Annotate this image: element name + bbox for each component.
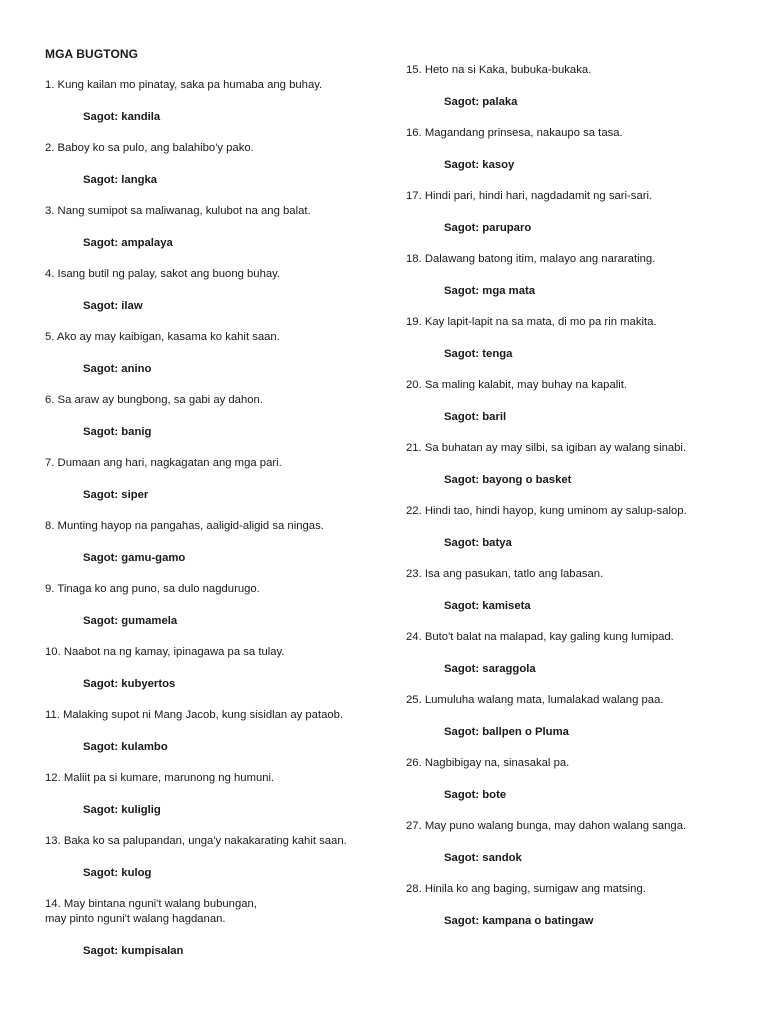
riddle-answer: Sagot: banig — [83, 426, 152, 438]
riddle-item-11 — [45, 708, 390, 755]
riddle-answer: Sagot: saraggola — [444, 663, 536, 675]
riddle-answer: Sagot: ilaw — [83, 300, 143, 312]
riddle-answer: Sagot: kuliglig — [83, 804, 161, 816]
riddle-question: 11. Malaking supot ni Mang Jacob, kung sisidlan ay pataob. — [45, 709, 344, 721]
riddle-answer: Sagot: kumpisalan — [83, 945, 184, 957]
riddle-item-6 — [45, 393, 390, 440]
riddle-answer: Sagot: gamu-gamo — [83, 552, 186, 564]
riddle-question: 10. Naabot na ng kamay, ipinagawa pa sa tulay. — [45, 646, 285, 658]
riddle-item-13 — [45, 834, 390, 881]
riddle-answer: Sagot: bote — [444, 789, 507, 801]
riddle-question: 13. Baka ko sa palupandan, unga'y nakakarating kahit saan. — [45, 835, 347, 847]
riddle-answer: Sagot: baril — [444, 411, 507, 423]
riddle-answer: Sagot: gumamela — [83, 615, 178, 627]
riddle-item-22 — [406, 504, 751, 551]
riddle-item-21 — [406, 441, 751, 488]
riddle-answer: Sagot: palaka — [444, 96, 518, 108]
riddle-item-9 — [45, 582, 390, 629]
riddle-item-17 — [406, 189, 751, 236]
riddle-question: 23. Isa ang pasukan, tatlo ang labasan. — [406, 568, 604, 580]
riddle-answer: Sagot: ampalaya — [83, 237, 173, 249]
riddle-item-25 — [406, 693, 751, 740]
riddle-item-27 — [406, 819, 751, 866]
riddle-question: 26. Nagbibigay na, sinasakal pa. — [406, 757, 570, 769]
riddle-item-12 — [45, 771, 390, 818]
riddle-question: 24. Buto't balat na malapad, kay galing kung lumipad. — [406, 631, 674, 643]
riddle-question: 1. Kung kailan mo pinatay, saka pa humaba ang buhay. — [45, 79, 323, 91]
riddle-question: 22. Hindi tao, hindi hayop, kung uminom ay salup-salop. — [406, 505, 687, 517]
riddle-question: 27. May puno walang bunga, may dahon walang sanga. — [406, 820, 687, 832]
riddle-item-8 — [45, 519, 390, 566]
riddle-answer: Sagot: kandila — [83, 111, 161, 123]
riddle-question: 8. Munting hayop na pangahas, aaligid-aligid sa ningas. — [45, 520, 324, 532]
riddle-question: 19. Kay lapit-lapit na sa mata, di mo pa rin makita. — [406, 316, 657, 328]
riddle-answer: Sagot: langka — [83, 174, 158, 186]
riddle-item-2 — [45, 141, 390, 188]
riddle-item-14 — [45, 897, 390, 959]
riddle-answer: Sagot: ballpen o Pluma — [444, 726, 569, 738]
riddle-answer: Sagot: kulog — [83, 867, 152, 879]
riddle-answer: Sagot: batya — [444, 537, 512, 549]
riddle-item-19 — [406, 315, 751, 362]
riddle-question: 17. Hindi pari, hindi hari, nagdadamit ng sari-sari. — [406, 190, 653, 202]
riddle-question: 3. Nang sumipot sa maliwanag, kulubot na ang balat. — [45, 205, 311, 217]
riddle-item-16 — [406, 126, 751, 173]
riddle-question: 16. Magandang prinsesa, nakaupo sa tasa. — [406, 127, 623, 139]
riddle-item-28 — [406, 882, 751, 929]
riddle-question: 4. Isang butil ng palay, sakot ang buong buhay. — [45, 268, 281, 280]
riddle-item-18 — [406, 252, 751, 299]
riddle-answer: Sagot: anino — [83, 363, 152, 375]
riddle-answer: Sagot: kasoy — [444, 159, 515, 171]
riddle-item-4 — [45, 267, 390, 314]
riddle-item-24 — [406, 630, 751, 677]
riddle-question: 28. Hinila ko ang baging, sumigaw ang matsing. — [406, 883, 646, 895]
riddle-item-5 — [45, 330, 390, 377]
riddle-answer: Sagot: kulambo — [83, 741, 168, 753]
riddle-item-1 — [45, 78, 390, 125]
riddle-question: 20. Sa maling kalabit, may buhay na kapalit. — [406, 379, 628, 391]
riddle-answer: Sagot: siper — [83, 489, 149, 501]
riddle-question: 9. Tinaga ko ang puno, sa dulo nagdurugo. — [45, 583, 260, 595]
riddle-answer: Sagot: kamiseta — [444, 600, 531, 612]
riddle-question: 21. Sa buhatan ay may silbi, sa igiban ay walang sinabi. — [406, 442, 687, 454]
riddle-answer: Sagot: bayong o basket — [444, 474, 572, 486]
riddle-question: 2. Baboy ko sa pulo, ang balahibo'y pako. — [45, 142, 254, 154]
riddle-item-3 — [45, 204, 390, 251]
riddle-item-23 — [406, 567, 751, 614]
riddle-item-26 — [406, 756, 751, 803]
riddle-answer: Sagot: tenga — [444, 348, 513, 360]
riddle-question: 15. Heto na si Kaka, bubuka-bukaka. — [406, 64, 592, 76]
riddle-item-15 — [406, 63, 751, 110]
riddle-item-20 — [406, 378, 751, 425]
riddle-question: 25. Lumuluha walang mata, lumalakad walang paa. — [406, 694, 664, 706]
riddle-item-10 — [45, 645, 390, 692]
riddle-answer: Sagot: kubyertos — [83, 678, 176, 690]
riddle-question: 14. May bintana nguni't walang bubungan, — [45, 898, 257, 910]
riddle-question-line-2: may pinto nguni't walang hagdanan. — [45, 913, 226, 925]
riddle-answer: Sagot: paruparo — [444, 222, 532, 234]
riddle-item-7 — [45, 456, 390, 503]
riddle-question: 18. Dalawang batong itim, malayo ang nararating. — [406, 253, 656, 265]
riddle-question: 12. Maliit pa si kumare, marunong ng humuni. — [45, 772, 275, 784]
riddle-answer: Sagot: sandok — [444, 852, 522, 864]
riddle-answer: Sagot: mga mata — [444, 285, 536, 297]
page-title: MGA BUGTONG — [45, 47, 139, 61]
riddle-answer: Sagot: kampana o batingaw — [444, 915, 594, 927]
riddle-question: 7. Dumaan ang hari, nagkagatan ang mga pari. — [45, 457, 282, 469]
riddle-question: 5. Ako ay may kaibigan, kasama ko kahit saan. — [45, 331, 280, 343]
riddle-question: 6. Sa araw ay bungbong, sa gabi ay dahon. — [45, 394, 263, 406]
